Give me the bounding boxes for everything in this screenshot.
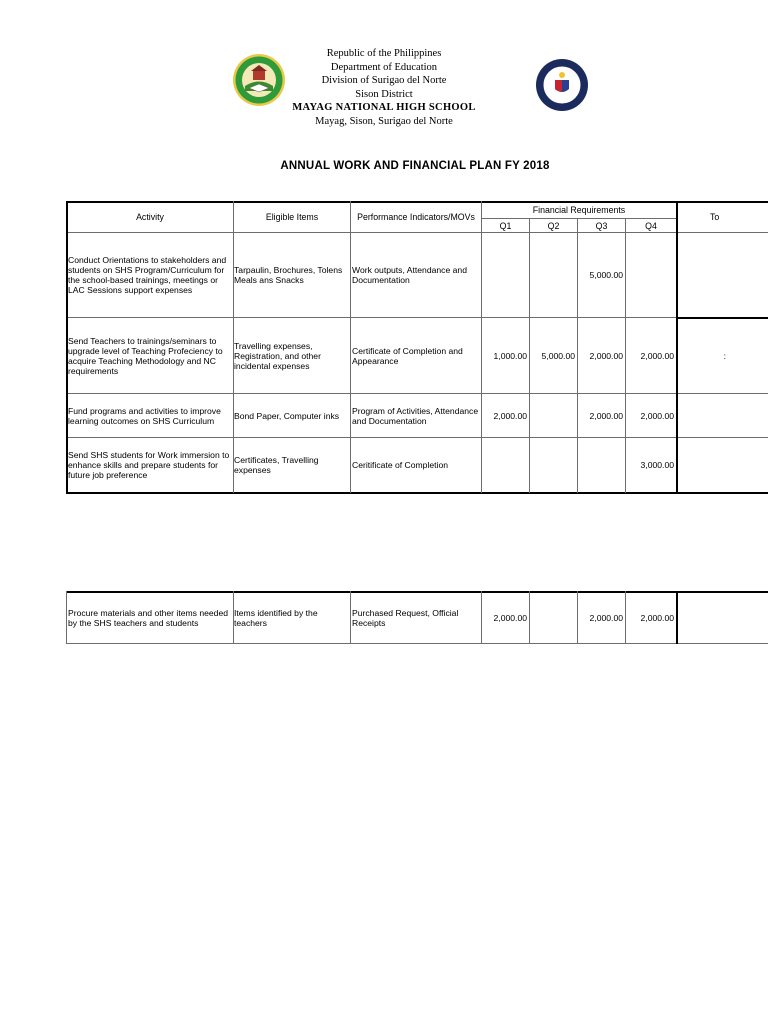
- row-5-q2: [530, 592, 575, 643]
- header-financial-requirements: Financial Requirements: [532, 205, 626, 215]
- row-2-total: :: [723, 350, 726, 361]
- row-5-q1: 2,000.00: [493, 612, 527, 623]
- document-title: ANNUAL WORK AND FINANCIAL PLAN FY 2018: [280, 160, 550, 172]
- row-1-q4: [626, 233, 674, 317]
- row-3-indicators: Program of Activities, Attendance and Documentation: [352, 405, 479, 426]
- row-4-eligible: Certificates, Travelling expenses: [234, 455, 319, 475]
- row-2-q4: 2,000.00: [640, 350, 674, 361]
- row-2-q2: 5,000.00: [541, 350, 575, 361]
- row-2-q1: 1,000.00: [493, 350, 527, 361]
- row-3-activity: Fund programs and activities to improve learning outcomes on SHS Curriculum: [68, 405, 221, 426]
- row-2-q3: 2,000.00: [589, 350, 623, 361]
- header-department: Department of Education: [330, 61, 438, 73]
- row-3-total: [690, 394, 726, 437]
- row-5-q3: 2,000.00: [589, 612, 623, 623]
- header-republic: Republic of the Philippines: [326, 48, 442, 59]
- row-4-activity: Send SHS students for Work immersion to enhance skills and prepare students for future job preference: [68, 450, 230, 480]
- header-district: Sison District: [355, 88, 413, 100]
- header-division: Division of Surigao del Norte: [321, 75, 447, 87]
- header-total: To: [710, 212, 720, 222]
- row-5-eligible: Items identified by the teachers: [234, 607, 318, 628]
- header-address: Mayag, Sison, Surigao del Norte: [315, 115, 453, 127]
- row-3-q1: 2,000.00: [493, 410, 527, 421]
- header-q3: Q3: [595, 220, 608, 231]
- row-5-q4: 2,000.00: [640, 612, 674, 623]
- row-1-indicators: Work outputs, Attendance and Documentation: [352, 265, 467, 285]
- row-2-activity: Send Teachers to trainings/seminars to upgrade level of Teaching Profeciency to acquire Teaching Methodology and NC requirements: [68, 335, 223, 376]
- row-2-indicators: Certificate of Completion and Appearance: [352, 345, 463, 366]
- row-2-eligible: Travelling expenses, Registration, and other incidental expenses: [234, 340, 321, 371]
- row-3-q4: 2,000.00: [640, 410, 674, 421]
- row-1-activity: Conduct Orientations to stakeholders and students on SHS Program/Curriculum for the school-based trainings, meetings or LAC Sessions support expenses: [68, 255, 227, 295]
- row-5-indicators: Purchased Request, Official Receipts: [352, 607, 459, 628]
- header-performance-indicators: Performance Indicators/MOVs: [357, 212, 475, 222]
- header-q2: Q2: [547, 220, 560, 231]
- row-4-total: [690, 438, 726, 492]
- row-4-indicators: Ceritificate of Completion: [352, 460, 449, 470]
- row-1-q3: 5,000.00: [589, 270, 623, 280]
- row-3-q3: 2,000.00: [589, 410, 623, 421]
- header-q4: Q4: [645, 220, 657, 231]
- header-school-name: MAYAG NATIONAL HIGH SCHOOL: [292, 102, 476, 114]
- header-eligible-items: Eligible Items: [265, 212, 319, 222]
- row-4-q1: [482, 438, 527, 492]
- row-5-total: [690, 592, 726, 643]
- row-1-q1: [482, 233, 527, 317]
- row-5-activity: Procure materials and other items needed by the SHS teachers and students: [68, 607, 229, 628]
- header-activity: Activity: [136, 212, 164, 222]
- header-q1: Q1: [499, 220, 512, 231]
- row-4-q3: [578, 438, 623, 492]
- row-1-eligible: Tarpaulin, Brochures, Tolens Meals ans Snacks: [234, 265, 343, 285]
- row-1-total: [690, 233, 726, 317]
- row-3-q2: [530, 394, 575, 437]
- row-4-q2: [530, 438, 575, 492]
- row-1-q2: [530, 233, 575, 317]
- row-3-eligible: Bond Paper, Computer inks: [234, 410, 340, 421]
- row-4-q4: 3,000.00: [640, 460, 674, 470]
